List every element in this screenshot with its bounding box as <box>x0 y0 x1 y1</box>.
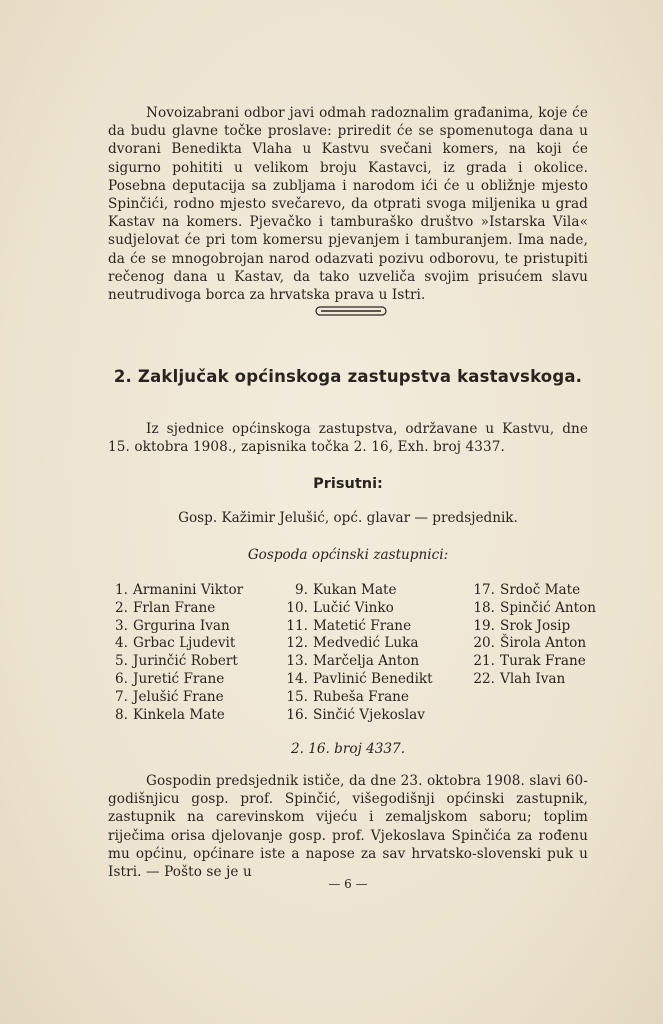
member-row <box>469 582 596 600</box>
member-row <box>110 707 243 725</box>
member-row <box>110 600 243 618</box>
member-name: Kukan Mate <box>313 582 397 598</box>
member-number: 13. <box>286 653 308 670</box>
member-name: Jelušić Frane <box>133 688 224 705</box>
member-row <box>469 671 596 689</box>
reference-line: 2. 16. broj 4337. <box>290 741 406 757</box>
member-name: Sinčić Vjekoslav <box>313 706 425 723</box>
member-number: 4. <box>115 635 128 652</box>
member-row <box>110 635 243 653</box>
member-name: Širola Anton <box>500 635 587 652</box>
member-number: 6. <box>115 670 128 687</box>
member-row <box>469 618 596 636</box>
member-name: Spinčić Anton <box>500 599 596 616</box>
member-number: 22. <box>473 670 495 687</box>
member-name: Pavlinić Benedikt <box>313 670 433 687</box>
member-name: Grbac Ljudevit <box>133 635 236 652</box>
member-number: 16. <box>286 706 308 723</box>
section-intro-paragraph: Iz sjednice općinskoga zastupstva, održavane u Kastvu, dne 15. oktobra 1908., zapisnika točka 2. 16, Exh. broj 4337. <box>108 421 588 456</box>
member-name: Juretić Frane <box>133 670 225 687</box>
members-column-2 <box>282 582 433 724</box>
member-number: 20. <box>473 635 495 652</box>
member-row <box>282 600 433 618</box>
member-number: 12. <box>286 635 308 652</box>
member-name: Srok Josip <box>500 617 571 634</box>
member-row <box>110 653 243 671</box>
member-row <box>282 707 433 725</box>
members-title: Gospoda općinski zastupnici: <box>247 547 449 563</box>
member-number: 11. <box>286 617 308 634</box>
member-number: 14. <box>286 670 308 687</box>
members-column-1 <box>110 582 243 724</box>
member-number: 15. <box>286 688 308 705</box>
member-row <box>110 689 243 707</box>
member-number: 2. <box>115 599 128 616</box>
member-name: Turak Frane <box>500 653 586 670</box>
member-row <box>469 653 596 671</box>
page-number: — 6 — <box>328 877 368 891</box>
member-name: Matetić Frane <box>313 617 412 634</box>
present-heading: Prisutni: <box>313 476 383 492</box>
member-row <box>282 689 433 707</box>
member-row <box>282 653 433 671</box>
member-name: Marčelja Anton <box>313 653 420 670</box>
member-row <box>110 582 243 600</box>
member-number: 10. <box>286 599 308 616</box>
member-row <box>110 671 243 689</box>
intro-paragraph: Novoizabrani odbor javi odmah radoznalim građanima, koje će da budu glavne točke proslave: priredit će se spomenutoga dana u dvorani Benedikta Vlaha u Kastvu svečani komers, na koji će sigurno pohititi u velikom broju Kastavci, iz grada i okolice. Posebna deputacija sa zubljama i narodom ići će u obližnje mjesto Spinčići, rodno mjesto svečarevo, da otprati svoga miljenika u grad Kastav na komers. Pjevačko i tamburaško društvo »Istarska Vila« sudjelovat će pri tom komersu pjevanjem i tamburanjem. Ima nade, da će se mnogobrojan narod odazvati pozivu odborovu, te pristupiti rečenog dana u Kastav, da tako uzveliča svojim prisućem slavu neutrudivoga borca za hrvatska prava u Istri. <box>108 105 588 304</box>
member-number: 3. <box>115 617 128 634</box>
member-number: 17. <box>473 582 495 598</box>
member-number: 8. <box>115 706 128 723</box>
member-name: Jurinčić Robert <box>133 653 238 670</box>
member-number: 7. <box>115 688 128 705</box>
member-name: Kinkela Mate <box>133 706 225 723</box>
member-name: Armanini Viktor <box>133 582 244 598</box>
member-number: 18. <box>473 599 495 616</box>
member-number: 1. <box>115 582 128 598</box>
member-name: Srdoč Mate <box>500 582 581 598</box>
member-number: 19. <box>473 617 495 634</box>
member-row <box>282 582 433 600</box>
president-line: Gosp. Kažimir Jelušić, opć. glavar — predsjednik. <box>178 510 518 526</box>
member-row <box>110 618 243 636</box>
member-row <box>469 635 596 653</box>
member-name: Lučić Vinko <box>313 599 394 616</box>
member-name: Vlah Ivan <box>500 670 566 687</box>
section-heading: 2. Zaključak općinskoga zastupstva kastavskoga. <box>113 367 583 386</box>
section-divider-ornament <box>315 306 387 316</box>
member-row <box>469 600 596 618</box>
member-row <box>282 635 433 653</box>
member-row <box>282 671 433 689</box>
member-name: Medvedić Luka <box>313 635 419 652</box>
member-number: 9. <box>295 582 308 598</box>
members-column-3 <box>469 582 596 689</box>
member-number: 5. <box>115 653 128 670</box>
member-number: 21. <box>473 653 495 670</box>
member-row <box>282 618 433 636</box>
member-name: Frlan Frane <box>133 599 216 616</box>
closing-paragraph: Gospodin predsjednik ističe, da dne 23. oktobra 1908. slavi 60-godišnjicu gosp. prof. Spinčić, višegodišnji općinski zastupnik, zastupnik na carevinskom vijeću i zemaljskom saboru; toplim riječima orisa djelovanje gosp. prof. Vjekoslava Spinčića za rođenu mu općinu, općinare iste a napose za sav hrvatsko-slovenski puk u Istri. — Pošto se je u <box>108 773 588 881</box>
member-name: Rubeša Frane <box>313 688 409 705</box>
member-name: Grgurina Ivan <box>133 617 230 634</box>
